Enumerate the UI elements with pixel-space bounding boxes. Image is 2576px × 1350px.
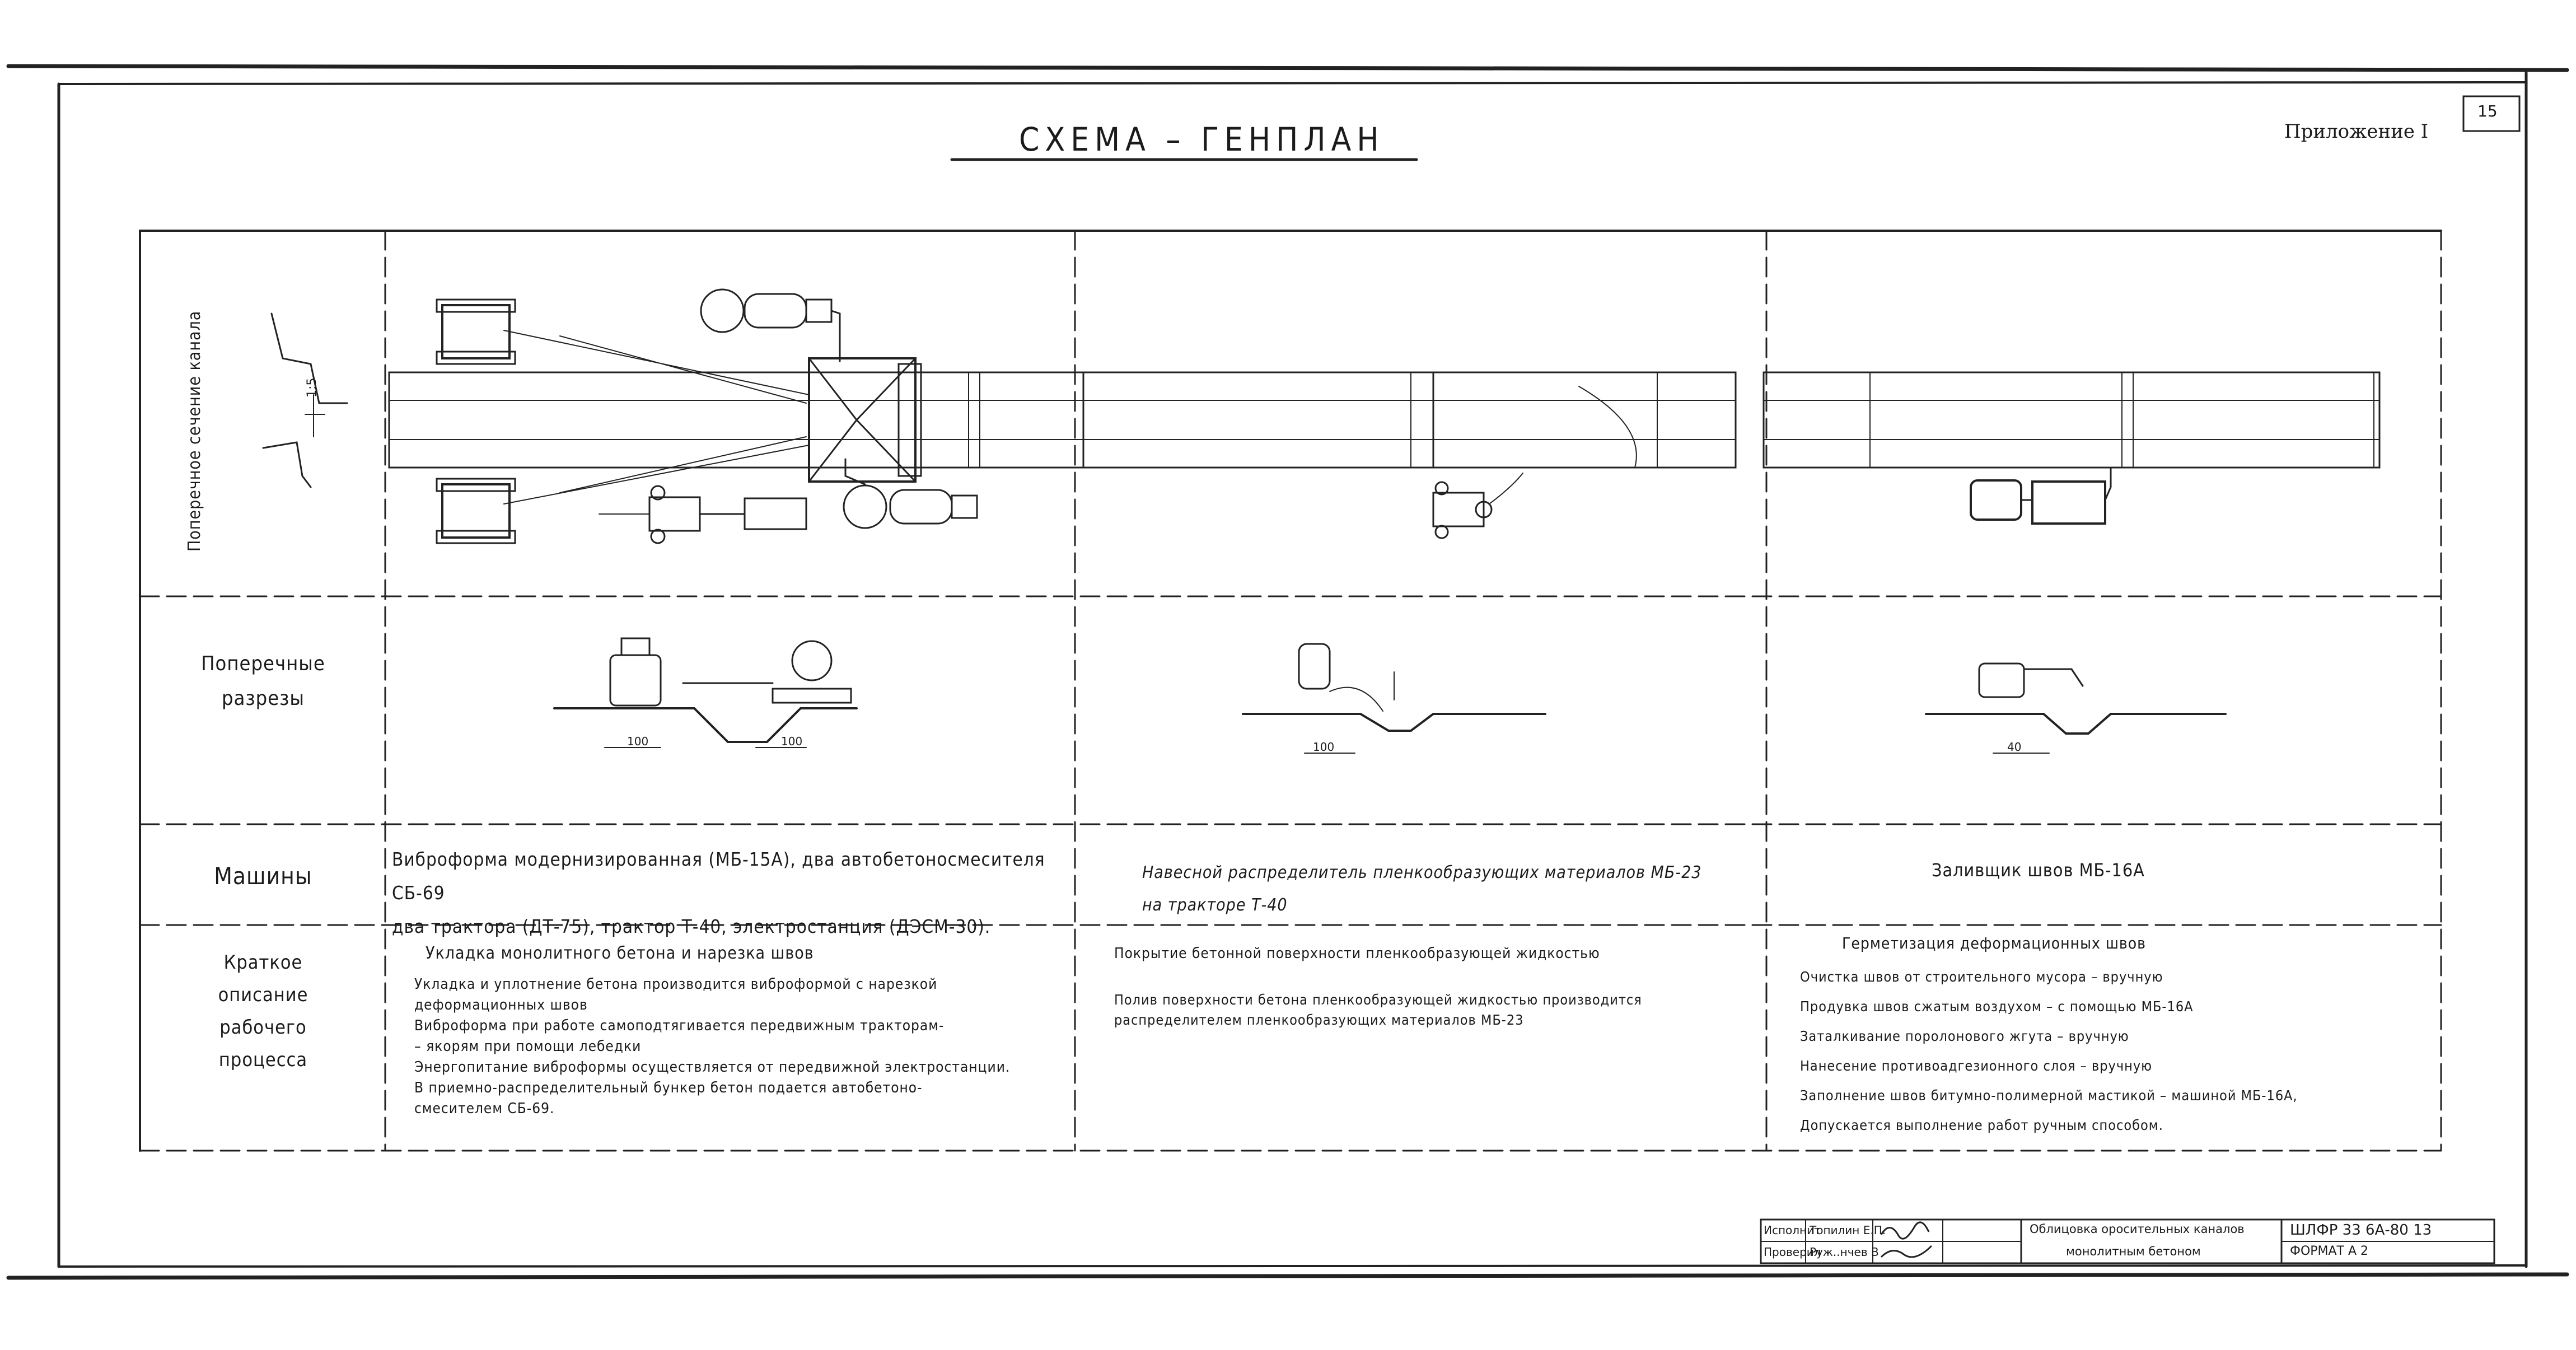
stamp-r1c1: Исполнит: [1764, 1223, 1821, 1237]
row-header-machines: Машины: [214, 862, 312, 890]
process-col2-text: Полив поверхности бетона пленкообразующей жидкостью производится распределителем пленкообразующих материалов МБ-23: [1114, 992, 1642, 1028]
dim-sec1-left: 100: [627, 735, 649, 748]
inner-bottom-line: [59, 1265, 2526, 1267]
process-col2-title: Покрытие бетонной поверхности пленкообразующей жидкостью: [1114, 945, 1600, 962]
row-header-sections: Поперечные разрезы: [201, 652, 325, 710]
appendix-label: Приложение I: [2284, 120, 2429, 143]
inner-top-line: [59, 82, 2526, 84]
machines-col3: Заливщик швов МБ-16А: [1932, 859, 2145, 881]
machines-col1: Виброформа модернизированная (МБ-15А), два автобетоносмесителя СБ-69 два трактора (ДТ-75), трактор Т-40, электростанция (ДЭСМ-30).: [392, 848, 1045, 937]
stamp-description-1: Облицовка оросительных каналов: [2030, 1222, 2245, 1236]
plan-scale-label: 1:5: [305, 377, 319, 398]
process-col3-text: Очистка швов от строительного мусора – вручную Продувка швов сжатым воздухом – с помощью МБ-16А Заталкивание поролонового жгута – вручную Нанесение противоадгезионного слоя – вручную Заполнение швов битумно-полимерной мастикой – машиной МБ-16А, Допускается выполнение работ ручным способом.: [1800, 969, 2298, 1133]
process-col1-title: Укладка монолитного бетона и нарезка швов: [426, 943, 814, 963]
process-col1-text: Укладка и уплотнение бетона производится виброформой с нарезкой деформационных швов Виброформа при работе самоподтягивается передвижным тракторам- – якорям при помощи лебедки Энергопитание виброформы осуществляется от передвижной электростанции. В приемно-распределительный бункер бетон подается автобетоно- смесителем СБ-69.: [414, 976, 1011, 1117]
row-header-description: Краткое описание рабочего процесса: [218, 951, 308, 1071]
top-border-line: [8, 66, 2567, 70]
stamp-r2c1: Проверил: [1764, 1245, 1821, 1259]
row-header-plan: Поперечное сечение канала: [185, 310, 204, 552]
process-col3-title: Герметизация деформационных швов: [1842, 934, 2147, 952]
stamp-code: ШЛФР 33 6А-80 13: [2290, 1222, 2432, 1239]
dim-sec3: 40: [2007, 740, 2022, 754]
dim-sec1-right: 100: [781, 735, 803, 748]
bottom-border-line: [8, 1274, 2567, 1278]
machines-col2: Навесной распределитель пленкообразующих материалов МБ-23 на тракторе Т-40: [1142, 863, 1702, 915]
page-title: СХЕМА – ГЕНПЛАН: [1019, 120, 1385, 158]
dim-sec2: 100: [1313, 740, 1335, 754]
stamp-format: ФОРМАТ А 2: [2290, 1244, 2369, 1258]
stamp-r2c2: Руж..нчев В: [1810, 1245, 1879, 1259]
stamp-r1c2: Топилин Е.П.: [1810, 1223, 1886, 1237]
stamp-description-2: монолитным бетоном: [2066, 1245, 2201, 1258]
sheet-number: 15: [2477, 102, 2498, 120]
